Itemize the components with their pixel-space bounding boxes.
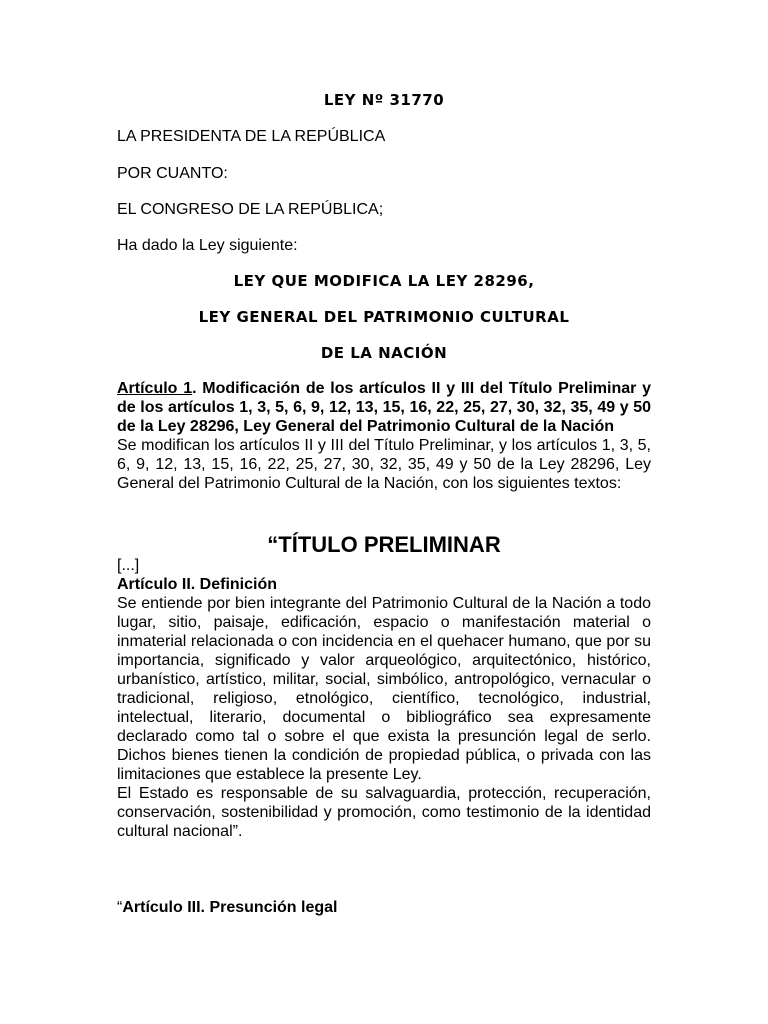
article-1-heading-text: . Modificación de los artículos II y III del Título Preliminar y de los artículos 1, 3, 5, 6, 9, 12, 13, 15, 16, 22, 25, 27, 30, 32, 35, 49 y 50 de la Ley 28296, Ley General del Patrimonio Cultural de la Nación [117,380,651,435]
article-1-section [117,379,651,493]
presidenta-line: LA PRESIDENTA DE LA REPÚBLICA [117,128,386,145]
law-title-line-1: LEY QUE MODIFICA LA LEY 28296, [233,272,535,290]
article-1-heading [117,379,651,436]
ha-dado-line: Ha dado la Ley siguiente: [117,237,298,254]
article-3-heading-line [117,898,651,917]
article-1-label: Artículo 1 [117,380,193,397]
law-number: LEY Nº 31770 [323,91,445,109]
congreso-line: EL CONGRESO DE LA REPÚBLICA; [117,201,384,218]
ellipsis-marker: [...] [117,557,140,574]
article-2-paragraph-2: El Estado es responsable de su salvaguardia, protección, recuperación, conservación, sostenibilidad y promoción, como testimonio de la identidad cultural nacional”. [117,785,651,840]
law-title-line-3: DE LA NACIÓN [320,344,448,362]
por-cuanto-line: POR CUANTO: [117,165,228,182]
article-2-paragraph-1: Se entiende por bien integrante del Patrimonio Cultural de la Nación a todo lugar, sitio, paisaje, edificación, espacio o manifestación material o inmaterial relacionada o con incidencia en el quehacer humano, que por su importancia, significado y valor arqueológico, arquitectónico, histórico, urbanístico, artístico, militar, social, simbólico, antropológico, vernacular o tradicional, religioso, etnológico, científico, tecnológico, industrial, intelectual, literario, documental o bibliográfico sea expresamente declarado como tal o sobre el que exista la presunción legal de serlo. Dichos bienes tienen la condición de propiedad pública, o privada con las limitaciones que establece la presente Ley. [117,595,651,783]
article-3-heading: Artículo III. Presunción legal [122,899,338,916]
article-1-body: Se modifican los artículos II y III del Título Preliminar, y los artículos 1, 3, 5, 6, 9, 12, 13, 15, 16, 22, 25, 27, 30, 32, 35, 49 y 50 de la Ley 28296, Ley General del Patrimonio Cultural de la Nación, con los siguientes textos: [117,437,651,492]
law-title-line-2: LEY GENERAL DEL PATRIMONIO CULTURAL [198,308,570,326]
titulo-preliminar-heading: “TÍTULO PRELIMINAR [267,532,501,557]
article-2-section [117,556,651,841]
article-3-open-quote: “ [117,899,123,916]
article-2-heading: Artículo II. Definición [117,576,278,593]
